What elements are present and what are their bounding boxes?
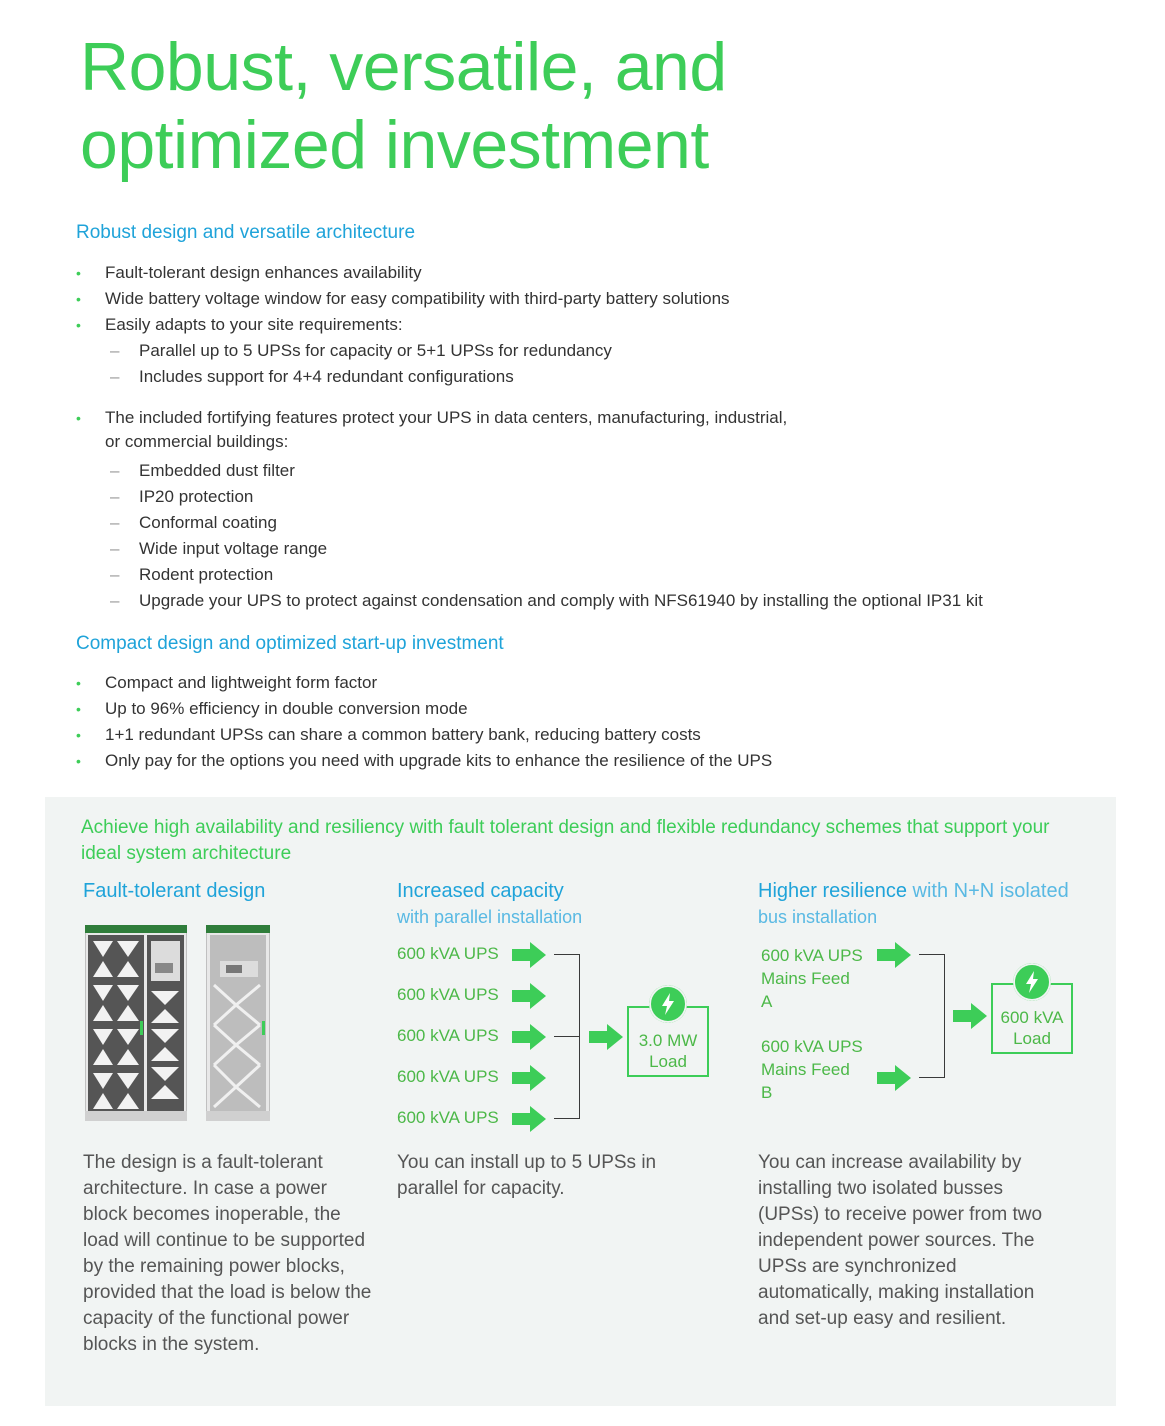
ups-label: 600 kVA UPS — [397, 1026, 499, 1045]
arrow-right-icon — [512, 1024, 546, 1050]
ups-cabinet-image — [85, 925, 187, 1121]
ups-label: 600 kVA UPS — [397, 1108, 499, 1127]
ups-cabinet-image-small — [206, 925, 270, 1121]
sub-list-item: – Parallel up to 5 UPSs for capacity or 5+1 UPSs for redundancy — [76, 338, 730, 364]
ups-label: 600 kVA UPS — [397, 985, 499, 1004]
bus-line — [554, 1118, 580, 1119]
load-value: 3.0 MW — [638, 1031, 698, 1050]
panel-intro: Achieve high availability and resiliency with fault tolerant design and flexible redundancy schemes that support your ideal system architecture — [81, 817, 1050, 864]
list-item: • 1+1 redundant UPSs can share a common battery bank, reducing battery costs — [76, 722, 772, 748]
section-heading-robust-design: Robust design and versatile architecture — [76, 222, 416, 243]
load-value: 600 kVA — [1000, 1008, 1064, 1027]
bus-line — [554, 954, 580, 955]
list-item: • Wide battery voltage window for easy compatibility with third-party battery solutions — [76, 286, 730, 312]
feed-a-ups: 600 kVA UPS — [761, 946, 863, 965]
capacity-description: You can install up to 5 UPSs in parallel for capacity. — [397, 1152, 657, 1199]
list-item: • Up to 96% efficiency in double conversion mode — [76, 696, 772, 722]
bus-line — [919, 954, 945, 955]
arrow-right-icon — [512, 942, 546, 968]
fault-tolerant-heading: Fault-tolerant design — [83, 880, 266, 902]
arrow-right-icon — [589, 1024, 623, 1050]
arrow-right-icon — [512, 1065, 546, 1091]
capacity-heading — [397, 878, 582, 930]
fortify-line-1: The included fortifying features protect your UPS in data centers, manufacturing, industrial, — [105, 408, 788, 427]
sub-list-item: – Upgrade your UPS to protect against condensation and comply with NFS61940 by installing the optional IP31 kit — [76, 588, 983, 614]
lightning-bolt-icon — [649, 985, 687, 1023]
lightning-bolt-icon — [1013, 963, 1051, 1001]
list-item: • Fault-tolerant design enhances availability — [76, 260, 730, 286]
bus-line — [944, 954, 945, 1078]
feed-a-label — [761, 944, 863, 1013]
list-item — [76, 406, 983, 454]
list-item: • Compact and lightweight form factor — [76, 670, 772, 696]
fault-tolerant-description: The design is a fault-tolerant architecture. In case a power block becomes inoperable, the load will continue to be supported by the remaining power blocks, provided that the load is below the capacity of the functional power blocks in the system. — [83, 1152, 372, 1355]
capacity-heading-line1: Increased capacity — [397, 880, 564, 902]
resilience-heading-strong: Higher resilience — [758, 880, 907, 902]
arrow-right-icon — [877, 942, 911, 968]
robust-design-list — [76, 260, 730, 390]
sub-list-item: – Embedded dust filter — [76, 458, 983, 484]
arrow-right-icon — [512, 983, 546, 1009]
fortify-line-2: or commercial buildings: — [105, 432, 289, 451]
feed-a-mains: Mains Feed — [761, 969, 850, 988]
sub-list-item: – Conformal coating — [76, 510, 983, 536]
ups-label: 600 kVA UPS — [397, 1067, 499, 1086]
arrow-right-icon — [877, 1065, 911, 1091]
feed-b-ups: 600 kVA UPS — [761, 1037, 863, 1056]
feed-b-label — [761, 1035, 863, 1104]
load-label: Load — [1013, 1029, 1051, 1048]
feed-a-letter: A — [761, 992, 773, 1011]
capacity-heading-line2: with parallel installation — [397, 907, 583, 927]
sub-list-item: – Includes support for 4+4 redundant configurations — [76, 364, 730, 390]
resilience-description: You can increase availability by installing two isolated busses (UPSs) to receive power from two independent power sources. The UPSs are synchronized automatically, making installation and set-up easy and resilient. — [758, 1152, 1043, 1329]
resilience-heading-rest: with N+N isolated — [906, 880, 1069, 902]
list-item: • Only pay for the options you need with upgrade kits to enhance the resilience of the UPS — [76, 748, 772, 774]
section-heading-compact-design: Compact design and optimized start-up investment — [76, 633, 504, 654]
sub-list-item: – IP20 protection — [76, 484, 983, 510]
arrow-right-icon — [953, 1003, 987, 1029]
sub-list-item: – Wide input voltage range — [76, 536, 983, 562]
sub-list-item: – Rodent protection — [76, 562, 983, 588]
bus-line — [919, 1077, 945, 1078]
bus-line — [579, 954, 580, 1119]
page-title: Robust, versatile, and optimized investment — [80, 29, 727, 183]
resilience-heading — [758, 878, 1069, 930]
list-item: • Easily adapts to your site requirements: — [76, 312, 730, 338]
ups-label: 600 kVA UPS — [397, 944, 499, 963]
feed-b-letter: B — [761, 1083, 773, 1102]
resilience-heading-line2: bus installation — [758, 907, 878, 927]
arrow-right-icon — [512, 1106, 546, 1132]
load-label: Load — [649, 1052, 687, 1071]
feed-b-mains: Mains Feed — [761, 1060, 850, 1079]
bus-line — [554, 1036, 580, 1037]
compact-design-list — [76, 670, 772, 774]
fortifying-features-list — [76, 406, 983, 614]
